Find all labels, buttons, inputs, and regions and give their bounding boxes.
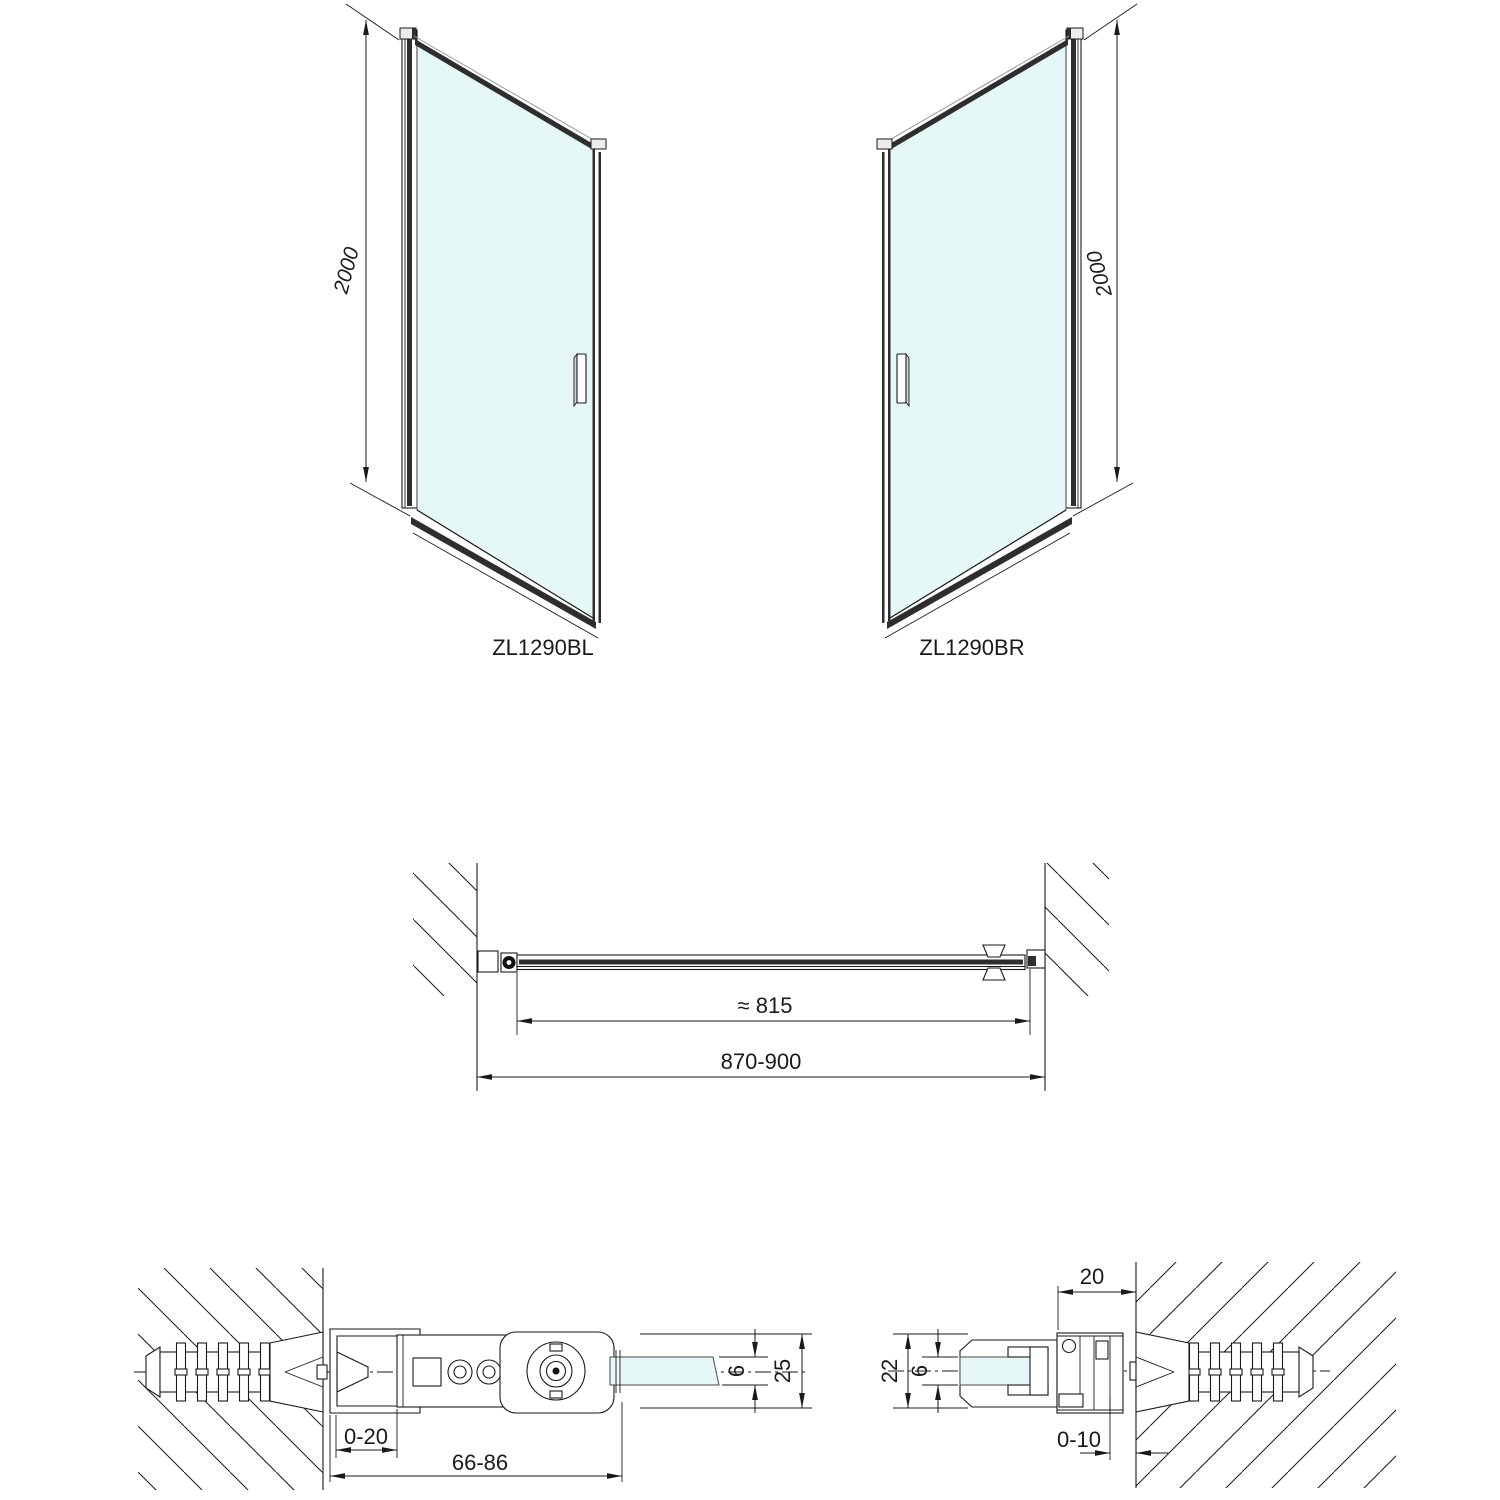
hinge-profile-dark-edge (407, 38, 412, 506)
anchor-rib-slot (1188, 1369, 1200, 1375)
dim-text-height-left: 2000 (329, 244, 364, 296)
profile-square-hole (413, 1358, 441, 1386)
dim-text-height-right: 2000 (1082, 248, 1117, 300)
wall-hatch-left (413, 863, 477, 996)
wall-hatch-right (1045, 863, 1109, 996)
anchor-rib-slot (238, 1369, 250, 1375)
door-handle (897, 354, 906, 403)
door-right-elevation (877, 4, 1137, 660)
extension-line (1073, 483, 1133, 516)
glass-clamp-bar (1030, 1347, 1048, 1395)
detail-wall-profile-section (877, 1262, 1396, 1488)
dim-text-wall-gap: 0-10 (1056, 1427, 1102, 1452)
dim-text-profile-depth: 25 (770, 1358, 795, 1384)
dim-text-total-width: 870-900 (720, 1049, 802, 1074)
edge-top-cap (591, 139, 606, 149)
glass-edge-plan (519, 960, 1023, 965)
anchor-collar (317, 1365, 327, 1379)
detail-hinge-section (134, 1268, 812, 1490)
anchor-rib-slot (1251, 1369, 1263, 1375)
anchor-cone (1136, 1332, 1189, 1412)
door-left-elevation (329, 4, 606, 660)
screw-head (337, 1352, 368, 1392)
dim-text-wall-adjust: 0-20 (343, 1424, 389, 1449)
end-seal (1028, 956, 1036, 966)
anchor-rib-slot (1230, 1369, 1242, 1375)
anchor-rib-slot (196, 1369, 208, 1375)
door-handle (577, 354, 586, 403)
pivot-slot (550, 1344, 562, 1351)
dim-text-profile-depth: 22 (877, 1358, 902, 1384)
dim-text-glass-thickness: 6 (907, 1364, 932, 1378)
door-edge-line (882, 152, 885, 623)
door-edge-line (888, 147, 891, 621)
label-door-right: ZL1290BR (919, 635, 1025, 660)
extension-line (346, 4, 399, 40)
extension-line (350, 483, 410, 516)
profile-hook (1059, 1394, 1083, 1407)
adjustment-screw-center (483, 1366, 495, 1378)
door-edge-line (599, 152, 602, 623)
wall-anchor-tip (1299, 1347, 1313, 1397)
dim-text-profile-width: 20 (1079, 1264, 1105, 1289)
wall-bracket-left (478, 951, 498, 972)
wall-anchor-tip (146, 1347, 160, 1397)
adjustment-screw-center (454, 1366, 466, 1378)
anchor-rib-slot (217, 1369, 229, 1375)
screw-channel (1063, 1340, 1076, 1353)
door-edge-line (593, 147, 596, 621)
pivot-hinge-center (507, 960, 512, 965)
glass-section (960, 1357, 1030, 1385)
dim-text-glass-width: ≈ 815 (737, 993, 793, 1018)
anchor-rib-slot (259, 1369, 271, 1375)
pivot-slot (550, 1391, 562, 1398)
extension-line (1084, 4, 1137, 40)
dim-text-hinge-span: 66-86 (451, 1450, 509, 1475)
dim-text-glass-thickness: 6 (724, 1364, 749, 1378)
edge-top-cap (877, 139, 892, 149)
label-door-left: ZL1290BL (492, 635, 594, 660)
profile-cavity (1096, 1341, 1108, 1359)
anchor-cone (270, 1332, 323, 1412)
glass-section (610, 1357, 719, 1385)
pivot-center (553, 1368, 560, 1375)
anchor-rib-slot (1209, 1369, 1221, 1375)
hinge-profile-dark-edge (1071, 38, 1076, 506)
plan-view (413, 863, 1109, 1091)
anchor-rib-slot (1272, 1369, 1284, 1375)
anchor-rib-slot (175, 1369, 187, 1375)
